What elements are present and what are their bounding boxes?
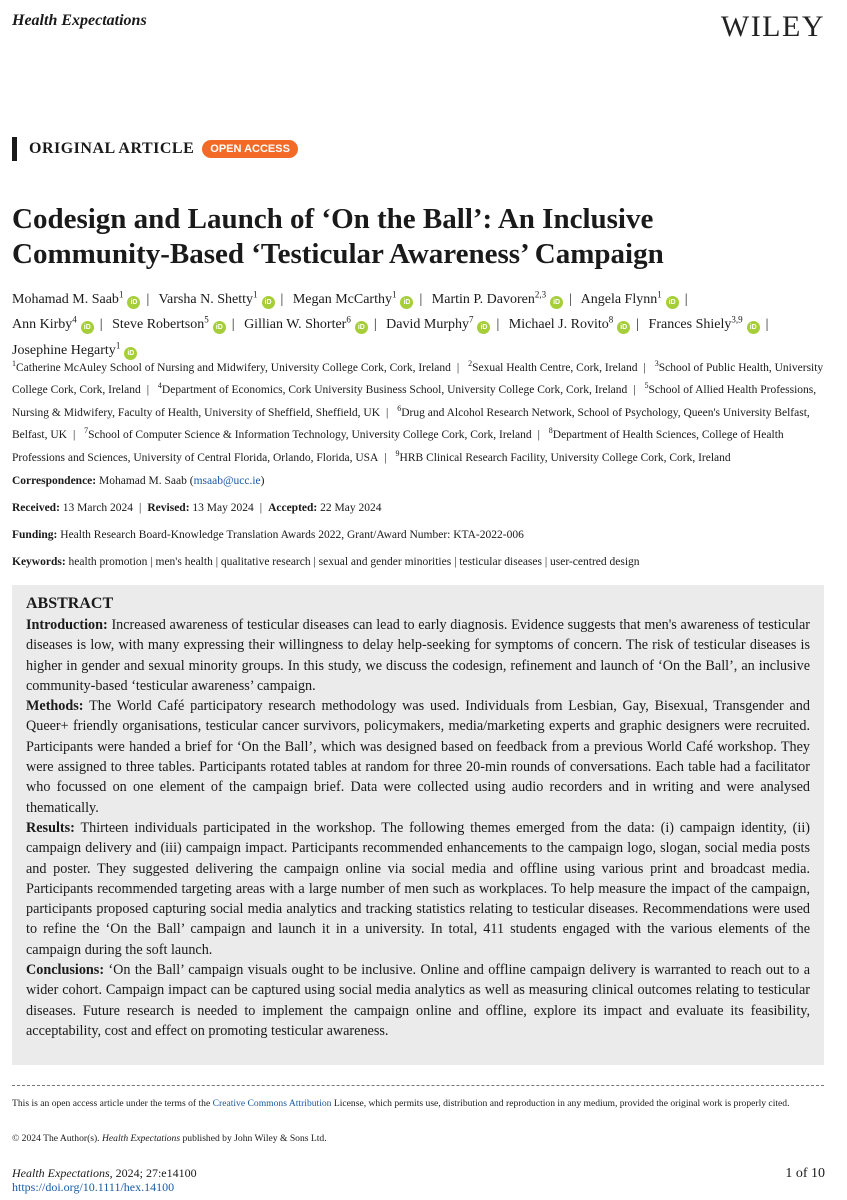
- author-name[interactable]: Varsha N. Shetty$^1$iD: [159, 292, 275, 307]
- author-name[interactable]: Michael J. Rovito$^8$iD: [509, 317, 630, 332]
- footer-citation: Health Expectations, 2024; 27:e14100 https://doi.org/10.1111/hex.14100: [12, 1166, 197, 1194]
- abstract-box: [12, 585, 824, 1065]
- keyword[interactable]: health promotion: [68, 556, 148, 568]
- keyword[interactable]: sexual and gender minorities: [318, 556, 452, 568]
- abstract-conclusions: Conclusions: ‘On the Ball’ campaign visuals ought to be inclusive. Online and offline campaign delivery is warranted to reach out to a wider cohort. Campaign impact can be captured using social media analytics as well as measuring clinical outcomes relating to testicular diseases. Future research is needed to implement the campaign online and offline, explore its impact and evaluate its feasibility, acceptability, cost and effect on promoting testicular awareness.: [26, 962, 810, 1039]
- author-name[interactable]: Martin P. Davoren$^{2,3}$iD: [432, 292, 563, 307]
- orcid-icon[interactable]: iD: [666, 296, 679, 309]
- keywords: Keywords: health promotion | men's health | qualitative research | sexual and gender minorities | testicular diseases | user-centred design: [12, 556, 640, 568]
- abstract-introduction: Introduction: Increased awareness of testicular diseases can lead to early diagnosis. Evidence suggests that men's awareness of testicular diseases is low, with many expressing their willingness to delay help-seeking for symptoms of concern. The risk of testicular diseases is higher in gender and sexual minority groups. In this study, we discuss the codesign, refinement and launch of ‘On the Ball’, an inclusive community-based ‘testicular awareness’ campaign.: [26, 617, 811, 694]
- orcid-icon[interactable]: iD: [400, 296, 413, 309]
- author-name[interactable]: Gillian W. Shorter$^6$iD: [244, 317, 368, 332]
- doi-link[interactable]: https://doi.org/10.1111/hex.14100: [12, 1180, 175, 1194]
- funding: Funding: Health Research Board-Knowledge Translation Awards 2022, Grant/Award Number: KTA-2022-006: [12, 529, 524, 541]
- correspondence-email-link[interactable]: msaab@ucc.ie: [193, 475, 261, 487]
- author-name[interactable]: Megan McCarthy$^1$iD: [293, 292, 414, 307]
- journal-name[interactable]: Health Expectations: [12, 12, 147, 29]
- author-name[interactable]: Steve Robertson$^5$iD: [112, 317, 226, 332]
- open-access-badge[interactable]: OPEN ACCESS: [202, 140, 298, 158]
- orcid-icon[interactable]: iD: [81, 321, 94, 334]
- abstract-heading: ABSTRACT: [26, 595, 114, 612]
- orcid-icon[interactable]: iD: [477, 321, 490, 334]
- orcid-icon[interactable]: iD: [355, 321, 368, 334]
- copyright-note: © 2024 The Author(s). Health Expectations published by John Wiley & Sons Ltd.: [12, 1133, 327, 1144]
- affiliations: $^1$Catherine McAuley School of Nursing and Midwifery, University College Cork, Cork, Ireland | $^2$Sexual Health Centre, Cork, Ireland | $^3$School of Public Health, University College Cork, Cork, Ireland | $^4$Department of Economics, Cork University Business School, University College Cork, Cork, Ireland | $^5$School of Allied Health Professions, Nursing & Midwifery, Faculty of Health, University of Sheffield, Sheffield, UK | $^6$Drug and Alcohol Research Network, School of Psychology, Queen's University Belfast, Belfast, UK | $^7$School of Computer Science & Information Technology, University College Cork, Cork, Ireland | $^8$Department of Health Sciences, College of Health Professions and Sciences, University of Central Florida, Orlando, Florida, USA | $^9$HRB Clinical Research Facility, University College Cork, Cork, Ireland: [12, 359, 824, 464]
- orcid-icon[interactable]: iD: [617, 321, 630, 334]
- keyword[interactable]: qualitative research: [220, 556, 311, 568]
- license-note: This is an open access article under the terms of the Creative Commons Attribution License, which permits use, distribution and reproduction in any medium, provided the original work is properly cited.: [12, 1098, 790, 1109]
- article-title: Codesign and Launch of ‘On the Ball’: An Inclusive Community-Based ‘Testicular Awareness’ Campaign: [12, 203, 664, 270]
- orcid-icon[interactable]: iD: [550, 296, 563, 309]
- license-link[interactable]: Creative Commons Attribution: [212, 1098, 332, 1109]
- orcid-icon[interactable]: iD: [747, 321, 760, 334]
- keyword[interactable]: user-centred design: [550, 556, 640, 568]
- article-type-bar: [12, 137, 17, 161]
- abstract-methods: Methods: The World Café participatory research methodology was used. Individuals from Lesbian, Gay, Bisexual, Transgender and Queer+ friendly organisations, testicular cancer survivors, policymakers, media/marketing experts and graphic designers were recruited. Participants were handed a brief for ‘On the Ball’, which was designed based on feedback from a previous World Café workshop. They were assigned to three tables. Participants rotated tables at random for three 20-min rounds of conversations. Each table had a facilitator who focussed on one element of the campaign brief. Data were collected using audio recorders and in writing and were analysed thematically.: [26, 698, 810, 816]
- article-dates: Received: 13 March 2024 | Revised: 13 May 2024 | Accepted: 22 May 2024: [12, 502, 382, 514]
- correspondence: Correspondence: Mohamad M. Saab (msaab@ucc.ie): [12, 475, 265, 487]
- keyword[interactable]: testicular diseases: [459, 556, 542, 568]
- author-name[interactable]: Josephine Hegarty$^1$iD: [12, 343, 137, 358]
- keyword[interactable]: men's health: [155, 556, 213, 568]
- author-name[interactable]: Angela Flynn$^1$iD: [581, 292, 679, 307]
- page-header: [12, 10, 825, 46]
- orcid-icon[interactable]: iD: [127, 296, 140, 309]
- article-type-label: ORIGINAL ARTICLE: [29, 140, 195, 157]
- publisher-logo[interactable]: WILEY: [720, 10, 825, 43]
- orcid-icon[interactable]: iD: [262, 296, 275, 309]
- orcid-icon[interactable]: iD: [213, 321, 226, 334]
- author-name[interactable]: Frances Shiely$^{3,9}$iD: [649, 317, 760, 332]
- article-type: [12, 137, 298, 161]
- orcid-icon[interactable]: iD: [124, 347, 137, 360]
- author-name[interactable]: David Murphy$^7$iD: [386, 317, 490, 332]
- page-number: 1 of 10: [785, 1166, 825, 1181]
- author-list: Mohamad M. Saab$^1$iD | Varsha N. Shetty$^1$iD | Megan McCarthy$^1$iD | Martin P. Davoren$^{2,3}$iD | Angela Flynn$^1$iD | Ann Kirby$^4$iD | Steve Robertson$^5$iD | Gillian W. Shorter$^6$iD | David Murphy$^7$iD | Michael J. Rovito$^8$iD | Frances Shiely$^{3,9}$iD | Josephine Hegarty$^1$iD: [12, 289, 769, 358]
- author-name[interactable]: Ann Kirby$^4$iD: [12, 317, 94, 332]
- abstract-results: Results: Thirteen individuals participated in the workshop. The following themes emerged from the data: (i) campaign identity, (ii) campaign delivery and (iii) campaign impact. Participants recommended enhancements to the campaign logo, slogan, social media posts and poster. They suggested delivering the campaign online via social media and offline using various print and broadcast media. Participants recommended targeting areas with a large number of men such as workplaces. To help measure the impact of the campaign, participants proposed capturing social media analytics and tracking statistics relating to testicular diseases. Recommendations were used to refine the ‘On the Ball’ campaign and launch it in a university. In total, 411 students engaged with the various elements of the campaign during the soft launch.: [26, 819, 810, 958]
- footnote-divider: [12, 1085, 824, 1086]
- author-name[interactable]: Mohamad M. Saab$^1$iD: [12, 292, 140, 307]
